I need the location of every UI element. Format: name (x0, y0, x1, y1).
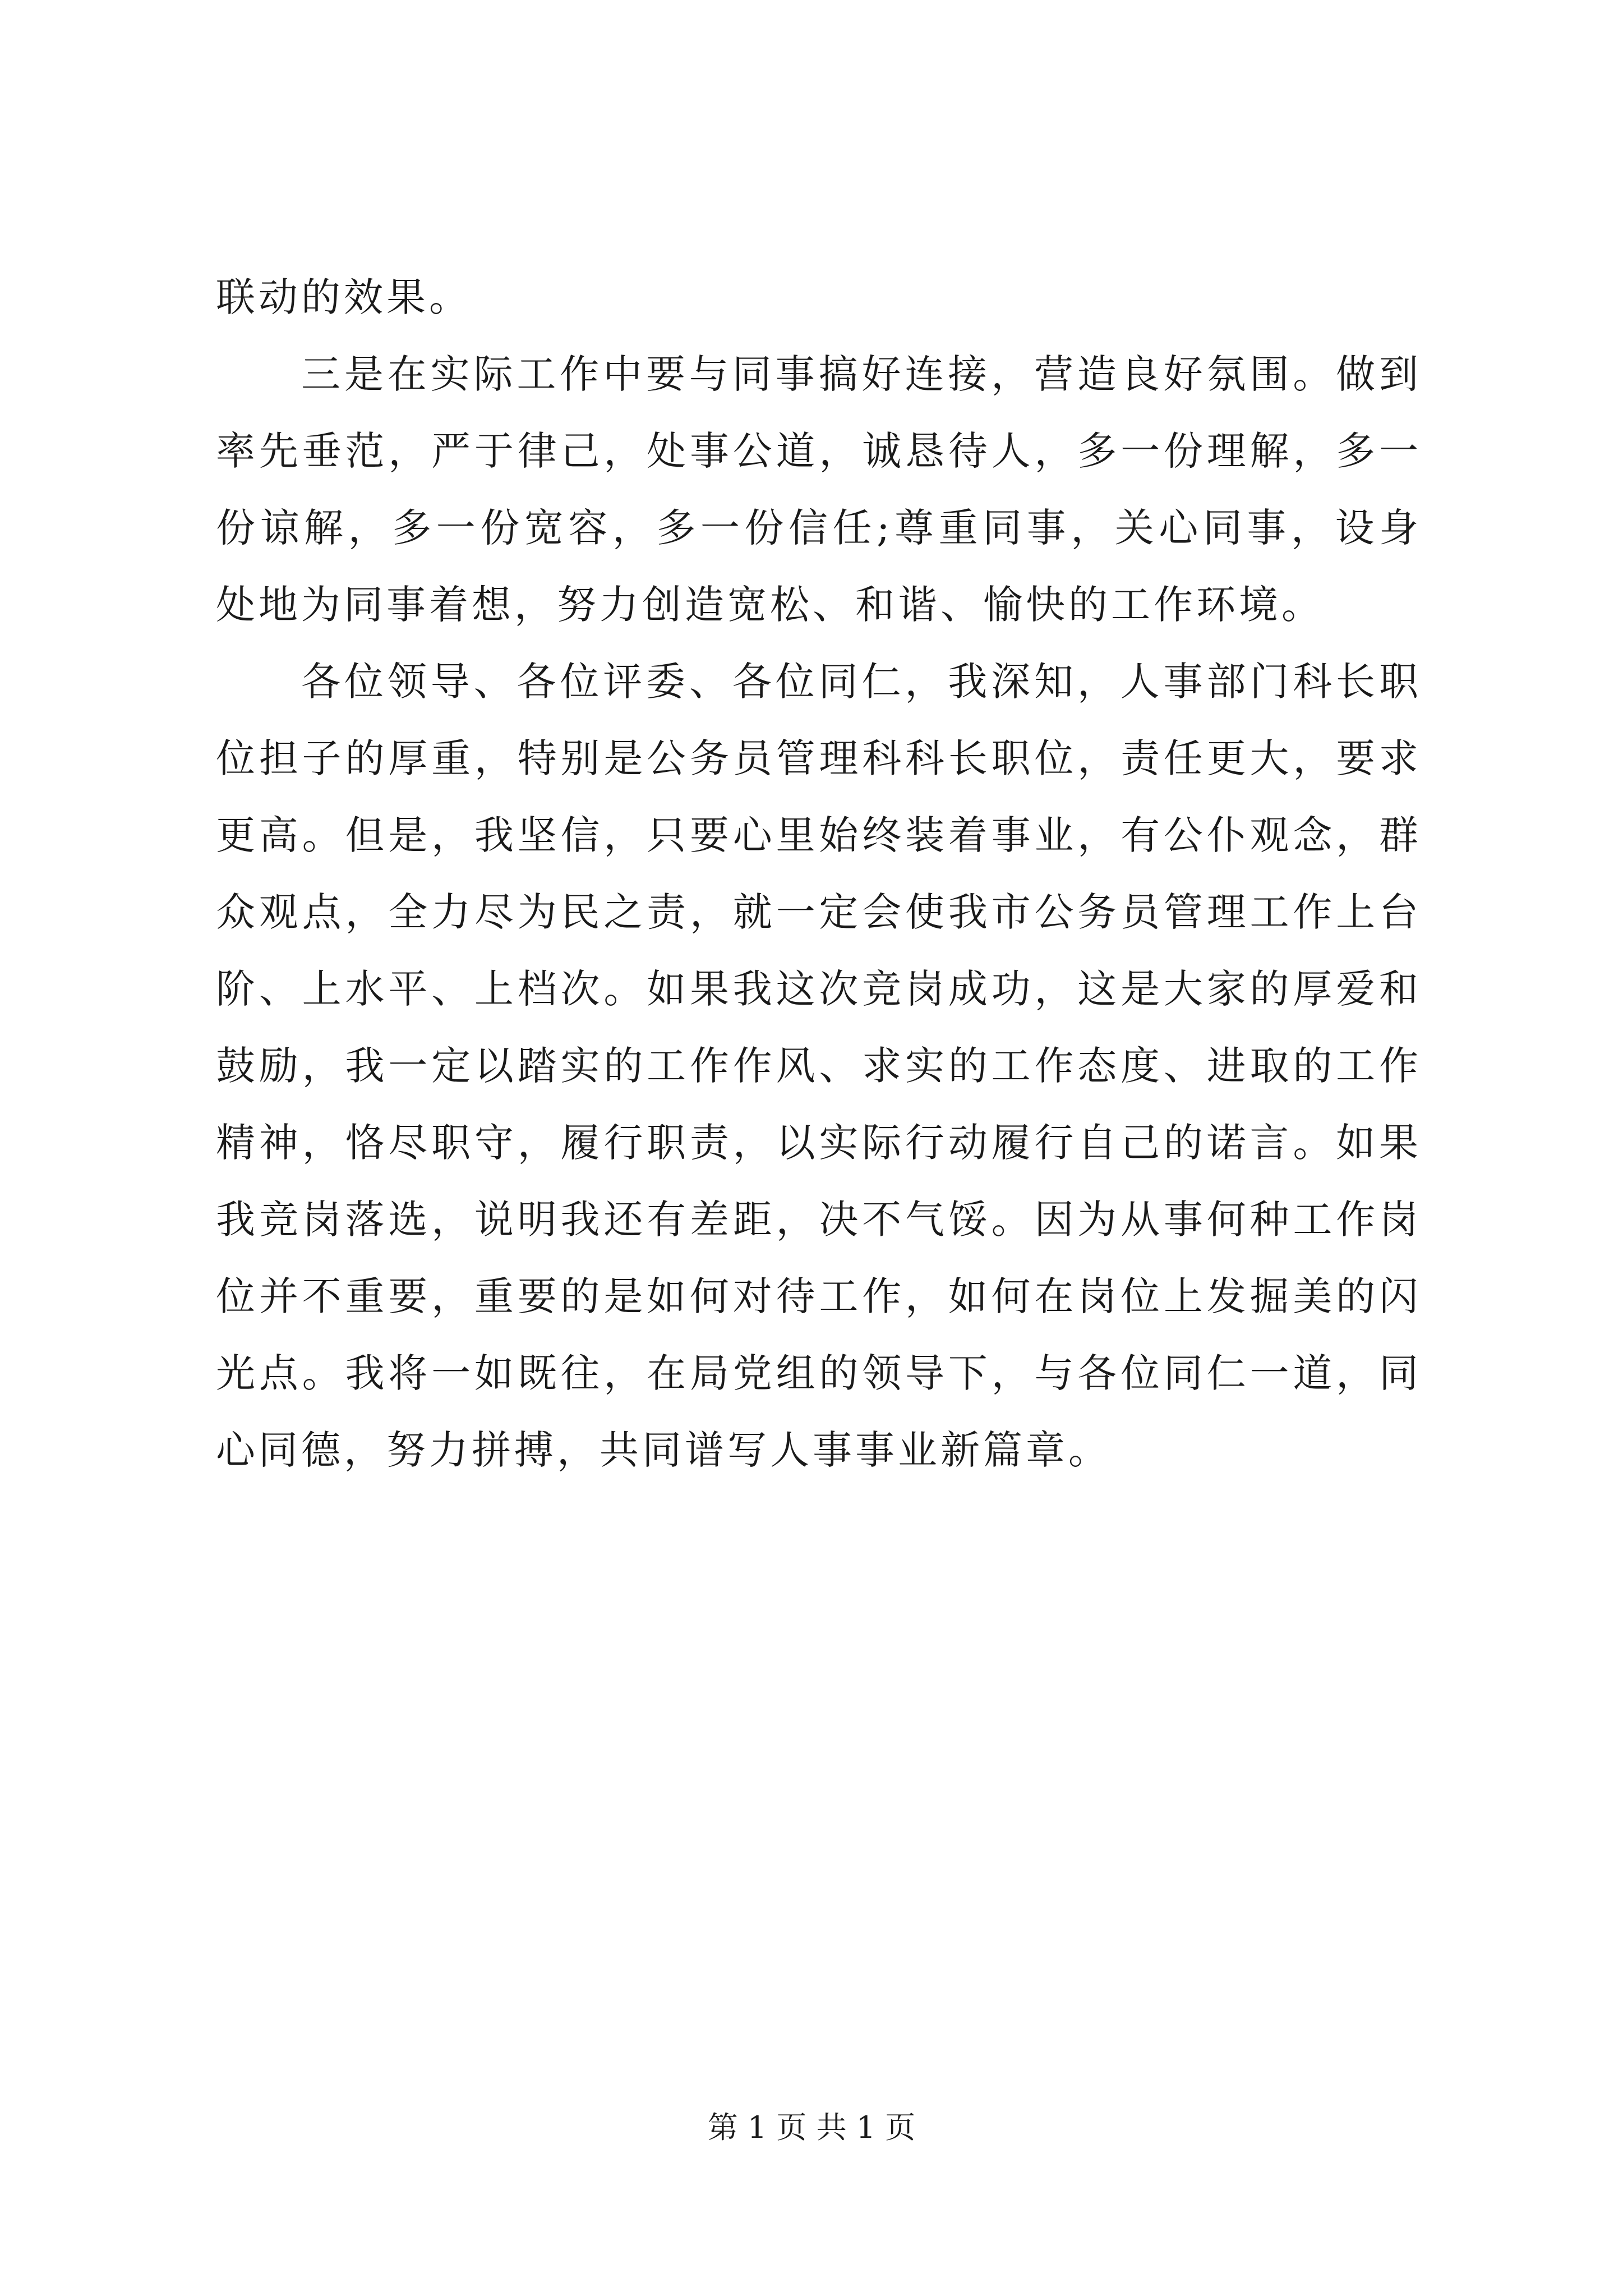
document-body (216, 259, 1422, 1489)
paragraph-closing-statement: 各位领导、各位评委、各位同仁，我深知，人事部门科长职位担子的厚重，特别是公务员管理科科长职位，责任更大，要求更高。但是，我坚信，只要心里始终装着事业，有公仆观念，群众观点，全力尽为民之责，就一定会使我市公务员管理工作上台阶、上水平、上档次。如果我这次竞岗成功，这是大家的厚爱和鼓励，我一定以踏实的工作作风、求实的工作态度、进取的工作精神，恪尽职守，履行职责，以实际行动履行自己的诺言。如果我竞岗落选，说明我还有差距，决不气馁。因为从事何种工作岗位并不重要，重要的是如何对待工作，如何在岗位上发掘美的闪光点。我将一如既往，在局党组的领导下，与各位同仁一道，同心同德，努力拼搏，共同谱写人事事业新篇章。 (216, 659, 1422, 1473)
paragraph-colleague-relations: 三是在实际工作中要与同事搞好连接，营造良好氛围。做到率先垂范，严于律己，处事公道，诚恳待人，多一份理解，多一份谅解，多一份宽容，多一份信任;尊重同事，关心同事，设身处地为同事着想，努力创造宽松、和谐、愉快的工作环境。 (216, 351, 1422, 628)
page-footer: 第 1 页 共 1 页 (707, 2110, 916, 2145)
paragraph-continuation: 联动的效果。 (216, 274, 472, 320)
